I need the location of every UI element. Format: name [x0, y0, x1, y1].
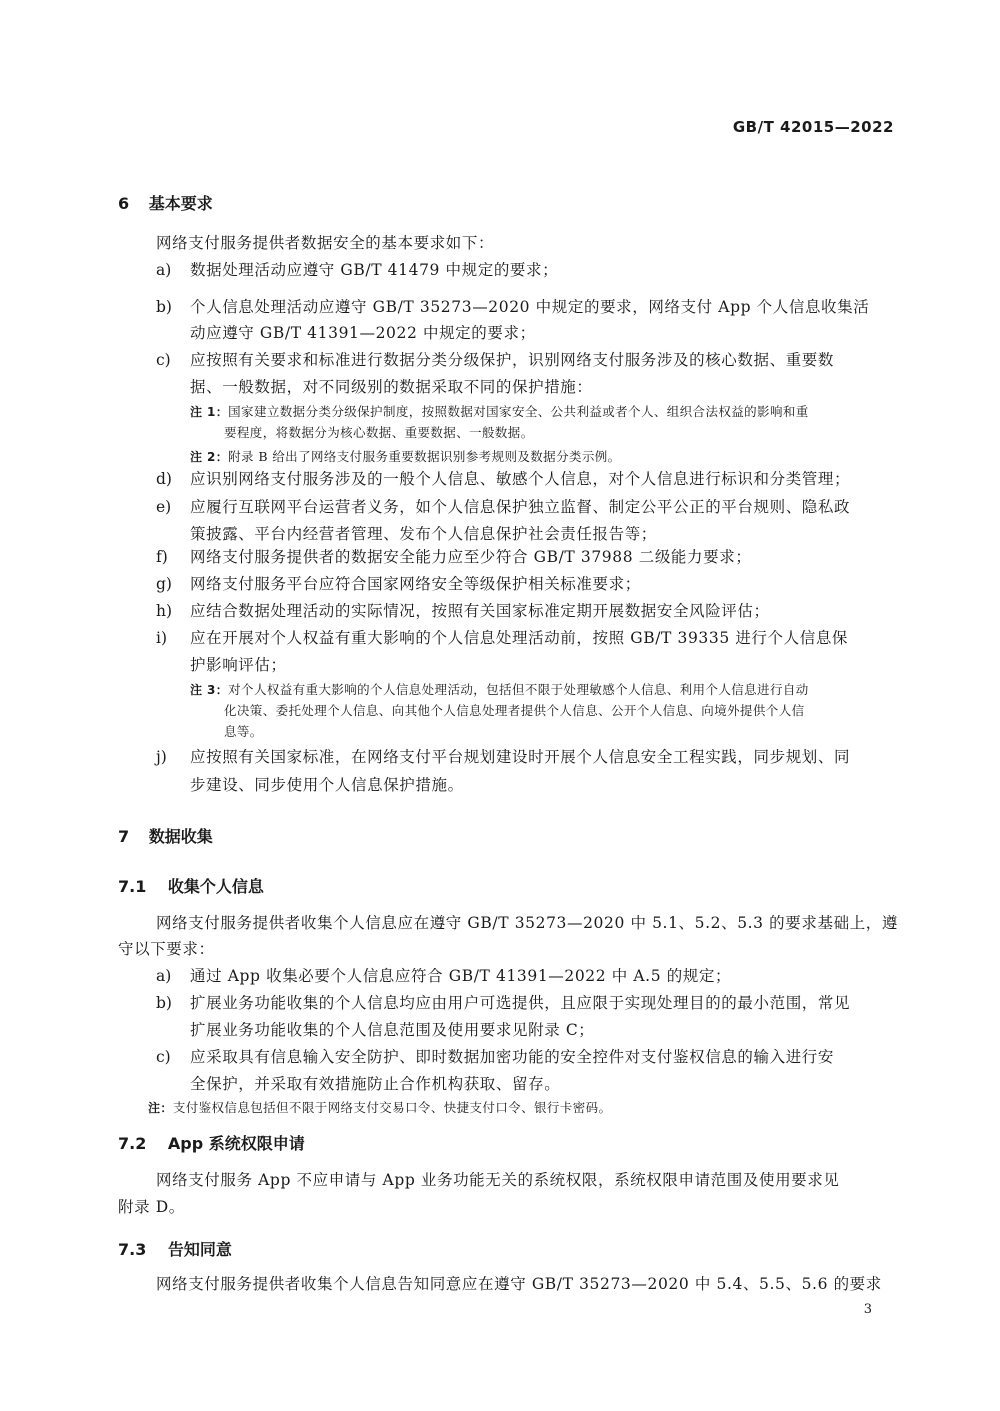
- page-number: 3: [863, 1302, 872, 1317]
- note-text: 支付鉴权信息包括但不限于网络支付交易口令、快捷支付口令、银行卡密码。: [172, 1100, 612, 1115]
- list-item-text: 护影响评估；: [190, 656, 287, 674]
- list-item-text: 网络支付服务提供者的数据安全能力应至少符合 GB/T 37988 二级能力要求；: [190, 548, 752, 566]
- list-item-label: c): [156, 1048, 171, 1066]
- note-tag: 注 3：: [190, 683, 229, 697]
- note: [190, 401, 809, 423]
- section-title: 基本要求: [148, 194, 213, 213]
- standard-code: GB/T 42015—2022: [732, 118, 894, 136]
- list-item-label: a): [156, 261, 172, 279]
- list-item-text: 应在开展对个人权益有重大影响的个人信息处理活动前，按照 GB/T 39335 进行个人信息保: [190, 629, 849, 647]
- list-item-text: 扩展业务功能收集的个人信息均应由用户可选提供，且应限于实现处理目的的最小范围，常见: [190, 994, 851, 1012]
- note-text: 对个人权益有重大影响的个人信息处理活动，包括但不限于处理敏感个人信息、利用个人信息进行自动: [228, 682, 809, 697]
- list-item-text: 应按照有关要求和标准进行数据分类分级保护，识别网络支付服务涉及的核心数据、重要数: [190, 351, 835, 369]
- subsection-title: App 系统权限申请: [167, 1134, 305, 1153]
- subsection-7-2-heading: [118, 1131, 305, 1154]
- list-item-label: b): [156, 994, 172, 1012]
- section-7-heading: [118, 824, 213, 847]
- list-item-text: 应按照有关国家标准，在网络支付平台规划建设时开展个人信息安全工程实践，同步规划、同: [190, 748, 851, 766]
- list-item-label: c): [156, 351, 171, 369]
- list-item-text: 策披露、平台内经营者管理、发布个人信息保护社会责任报告等；: [190, 525, 657, 543]
- list-item-text: 网络支付服务平台应符合国家网络安全等级保护相关标准要求；: [190, 575, 641, 593]
- note-tag: 注：: [148, 1101, 173, 1115]
- list-item-text: 应采取具有信息输入安全防护、即时数据加密功能的安全控件对支付鉴权信息的输入进行安: [190, 1048, 835, 1066]
- subsection-number: 7.1: [118, 877, 147, 896]
- paragraph-line: 网络支付服务提供者收集个人信息告知同意应在遵守 GB/T 35273—2020 中 5.4、5.5、5.6 的要求: [156, 1275, 882, 1293]
- list-item-label: f): [156, 548, 168, 566]
- list-item-label: g): [156, 575, 172, 593]
- subsection-7-1-heading: [118, 874, 264, 897]
- paragraph-line: 网络支付服务提供者收集个人信息应在遵守 GB/T 35273—2020 中 5.1、5.2、5.3 的要求基础上，遵: [156, 914, 898, 932]
- list-item-text: 个人信息处理活动应遵守 GB/T 35273—2020 中规定的要求，网络支付 App 个人信息收集活: [190, 298, 870, 316]
- subsection-title: 告知同意: [167, 1240, 232, 1259]
- section-6-intro: 网络支付服务提供者数据安全的基本要求如下：: [156, 234, 495, 252]
- list-item-label: b): [156, 298, 172, 316]
- list-item-text: 应识别网络支付服务涉及的一般个人信息、敏感个人信息，对个人信息进行标识和分类管理；: [190, 470, 851, 488]
- list-item-text: 通过 App 收集必要个人信息应符合 GB/T 41391—2022 中 A.5 的规定；: [190, 967, 732, 985]
- note-text: 息等。: [224, 724, 263, 739]
- list-item-text: 步建设、同步使用个人信息保护措施。: [190, 776, 464, 794]
- paragraph-line: 守以下要求：: [118, 940, 215, 958]
- subsection-title: 收集个人信息: [167, 877, 264, 896]
- section-number: 7: [118, 827, 130, 846]
- list-item-text: 数据处理活动应遵守 GB/T 41479 中规定的要求；: [190, 261, 559, 279]
- paragraph-line: 附录 D。: [118, 1198, 185, 1216]
- list-item-text: 扩展业务功能收集的个人信息范围及使用要求见附录 C；: [190, 1021, 595, 1039]
- note-text: 国家建立数据分类分级保护制度，按照数据对国家安全、公共利益或者个人、组织合法权益的影响和重: [228, 404, 809, 419]
- note-text: 要程度，将数据分为核心数据、重要数据、一般数据。: [224, 425, 534, 440]
- list-item-label: a): [156, 967, 172, 985]
- list-item-label: j): [156, 748, 167, 766]
- note-tag: 注 2：: [190, 450, 229, 464]
- list-item-label: i): [156, 629, 168, 647]
- note-text: 附录 B 给出了网络支付服务重要数据识别参考规则及数据分类示例。: [228, 449, 621, 464]
- list-item-label: e): [156, 498, 172, 516]
- section-number: 6: [118, 194, 130, 213]
- note: [148, 1097, 611, 1119]
- subsection-number: 7.2: [118, 1134, 147, 1153]
- subsection-7-3-heading: [118, 1237, 232, 1260]
- paragraph-line: 网络支付服务 App 不应申请与 App 业务功能无关的系统权限，系统权限申请范围及使用要求见: [156, 1171, 840, 1189]
- section-title: 数据收集: [148, 827, 213, 846]
- list-item-label: d): [156, 470, 172, 488]
- section-6-heading: [118, 191, 213, 214]
- note-text: 化决策、委托处理个人信息、向其他个人信息处理者提供个人信息、公开个人信息、向境外提供个人信: [224, 703, 805, 718]
- list-item-text: 动应遵守 GB/T 41391—2022 中规定的要求；: [190, 324, 536, 342]
- list-item-text: 全保护，并采取有效措施防止合作机构获取、留存。: [190, 1075, 561, 1093]
- note-tag: 注 1：: [190, 405, 229, 419]
- list-item-label: h): [156, 602, 173, 620]
- list-item-text: 应结合数据处理活动的实际情况，按照有关国家标准定期开展数据安全风险评估；: [190, 602, 770, 620]
- list-item-text: 据、一般数据，对不同级别的数据采取不同的保护措施：: [190, 378, 593, 396]
- subsection-number: 7.3: [118, 1240, 147, 1259]
- list-item-text: 应履行互联网平台运营者义务，如个人信息保护独立监督、制定公平公正的平台规则、隐私政: [190, 498, 851, 516]
- note: [190, 679, 809, 701]
